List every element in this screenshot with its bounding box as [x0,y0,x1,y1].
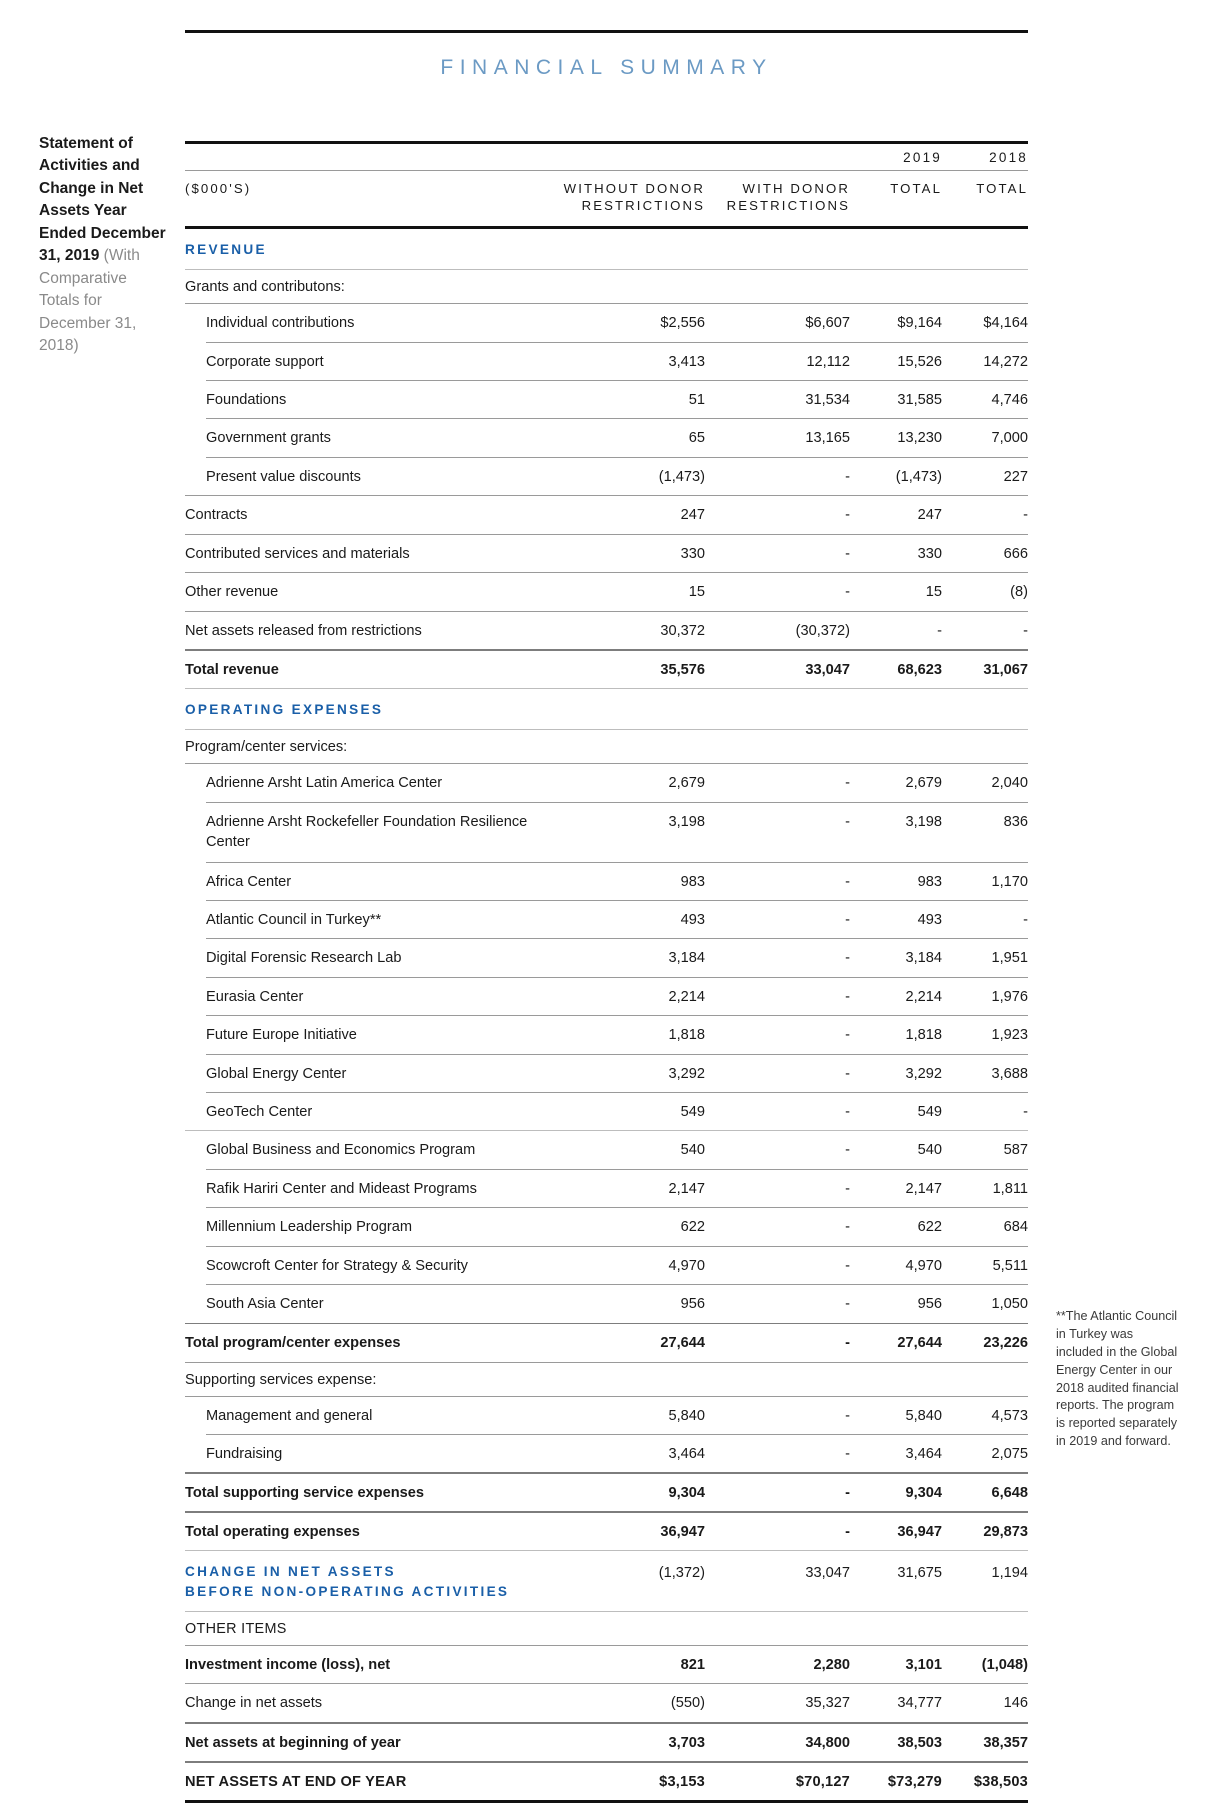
row-label: Adrienne Arsht Latin America Center [206,775,443,792]
row-value-total-2019: 4,970 [905,1257,942,1274]
col-header-without-donor-restrictions: WITHOUT DONOR RESTRICTIONS [563,181,705,214]
row-value-without: 3,703 [668,1734,705,1751]
row-value-total-2018: 587 [1003,1142,1028,1159]
row-value-total-2019: 31,675 [897,1565,942,1582]
row-value-without: 15 [688,584,705,601]
row-value-total-2018: $38,503 [973,1773,1028,1790]
row-value-with: 33,047 [805,1565,850,1582]
row-value-with: $6,607 [805,315,850,332]
row-value-without: 51 [688,391,705,408]
subheading-other-items [185,1612,1028,1645]
row-value-total-2018: 4,746 [991,391,1028,408]
operating-expenses-heading-label: OPERATING EXPENSES [185,701,384,717]
row-value-with: 2,280 [813,1657,850,1674]
row-value-total-2018: 6,648 [991,1485,1028,1502]
row-value-total-2019: 68,623 [897,661,942,678]
row-value-total-2019: 330 [917,545,942,562]
row-value-total-2019: $73,279 [887,1773,942,1790]
table-row [185,1208,1028,1245]
table-row [185,1247,1028,1284]
row-label: Net assets at beginning of year [185,1734,401,1751]
row-value-total-2019: 983 [917,873,942,890]
row-value-with: - [845,873,850,890]
column-header-row [185,171,1028,226]
table-row [185,863,1028,900]
statement-caption-strong: Statement of Activities and Change in Net Assets Year Ended December 31, 2019 [39,135,166,265]
row-value-total-2019: 2,679 [905,775,942,792]
row-value-total-2019: 247 [917,507,942,524]
table-row [185,1285,1028,1322]
row-value-without: 65 [688,430,705,447]
table-row [185,1016,1028,1053]
table-row-total-revenue [185,651,1028,688]
statement-of-activities-table [185,141,1028,1803]
program-subheading-label: Program/center services: [185,739,348,756]
row-value-without: 549 [680,1104,705,1121]
row-value-with: 33,047 [805,661,850,678]
row-value-without: 2,147 [668,1180,705,1197]
row-value-total-2018: 1,811 [992,1180,1028,1197]
col-header-total-2018: TOTAL [976,181,1028,196]
row-value-total-2018: - [1023,911,1028,928]
statement-table-wrap [185,141,1028,1803]
year-2019: 2019 [903,150,942,165]
row-value-total-2019: (1,473) [895,468,942,485]
row-value-total-2019: 3,464 [905,1446,942,1463]
row-value-with: - [845,1296,850,1313]
row-value-with: - [845,988,850,1005]
row-label: Global Business and Economics Program [206,1142,476,1159]
row-value-total-2018: 227 [1003,468,1028,485]
row-value-total-2018: 5,511 [992,1257,1028,1274]
row-value-without: 2,214 [668,988,705,1005]
row-value-with: - [845,1180,850,1197]
row-value-with: - [845,950,850,967]
table-row [185,496,1028,533]
row-value-total-2019: 34,777 [897,1695,942,1712]
row-value-without: 4,970 [668,1257,705,1274]
table-row [185,803,1028,862]
row-value-total-2018: 666 [1003,545,1028,562]
section-header-change-in-net-assets [185,1551,1028,1611]
row-value-total-2018: 4,573 [991,1407,1028,1424]
col-header-total-2019: TOTAL [890,181,942,196]
row-value-with: 35,327 [805,1695,850,1712]
row-value-with: - [845,1407,850,1424]
table-row [185,1093,1028,1130]
units-label: ($000'S) [185,181,252,196]
row-value-total-2019: 493 [917,911,942,928]
row-value-without: 540 [680,1142,705,1159]
row-value-total-2019: 1,818 [905,1027,942,1044]
row-value-total-2019: 5,840 [905,1407,942,1424]
table-row [185,1170,1028,1207]
row-value-total-2019: 13,230 [897,430,942,447]
row-value-with: - [845,1335,850,1352]
row-value-total-2018: 146 [1003,1695,1028,1712]
row-value-with: $70,127 [795,1773,850,1790]
row-value-with: - [845,1485,850,1502]
row-value-total-2018: 31,067 [983,661,1028,678]
row-value-with: - [845,1257,850,1274]
table-row-total-program-expenses [185,1324,1028,1361]
row-value-without: (550) [670,1695,705,1712]
row-value-without: 9,304 [668,1485,705,1502]
row-value-without: 983 [680,873,705,890]
row-value-without: 330 [680,545,705,562]
year-spacer-with [705,144,850,170]
row-value-with: - [845,507,850,524]
row-label: Other revenue [185,584,279,601]
table-row [185,419,1028,456]
subheading-grants [185,270,1028,303]
row-value-with: - [845,1446,850,1463]
grants-subheading-label: Grants and contributons: [185,279,345,296]
row-label: Investment income (loss), net [185,1657,391,1674]
row-value-total-2018: - [1023,1104,1028,1121]
table-row [185,304,1028,341]
row-label: Adrienne Arsht Rockefeller Foundation Resilience Center [206,813,528,851]
row-label: Global Energy Center [206,1065,347,1082]
row-value-total-2018: 29,873 [983,1524,1028,1541]
row-label: Atlantic Council in Turkey** [206,911,382,928]
table-row [185,764,1028,801]
row-value-total-2018: - [1023,507,1028,524]
col-header-with-donor-restrictions: WITH DONOR RESTRICTIONS [726,181,850,214]
row-value-with: 13,165 [805,430,850,447]
row-label: Total supporting service expenses [185,1485,424,1502]
row-value-total-2018: 7,000 [991,430,1028,447]
row-label: Corporate support [206,353,324,370]
row-value-without: $3,153 [659,1773,705,1790]
table-row [185,458,1028,495]
row-value-without: 821 [680,1657,705,1674]
row-label: Digital Forensic Research Lab [206,950,402,967]
row-label: Net assets released from restrictions [185,622,422,639]
row-value-without: 35,576 [660,661,705,678]
statement-caption-light: (With Comparative Totals for December 31, 2018) [39,247,140,355]
row-label: Present value discounts [206,468,361,485]
table-row [185,978,1028,1015]
row-value-total-2018: 2,075 [991,1446,1028,1463]
row-value-total-2018: 23,226 [983,1335,1028,1352]
turkey-footnote: **The Atlantic Council in Turkey was included in the Global Energy Center in our 2018 audited financial reports. The program is reported separately in 2019 and forward. [1056,1309,1179,1449]
row-value-total-2019: 27,644 [897,1335,942,1352]
title-band [185,30,1028,104]
row-value-total-2018: 1,923 [991,1027,1028,1044]
row-label: Total operating expenses [185,1524,360,1541]
row-value-total-2018: 3,688 [991,1065,1028,1082]
row-label: Total program/center expenses [185,1335,401,1352]
subheading-supporting-services [185,1363,1028,1396]
table-row-total-operating-expenses [185,1513,1028,1550]
row-label: Contributed services and materials [185,545,410,562]
year-header-row [185,144,1028,170]
row-value-total-2018: 1,976 [991,988,1028,1005]
row-value-total-2018: (8) [1010,584,1028,601]
row-value-total-2018: 38,357 [983,1734,1028,1751]
table-row [185,901,1028,938]
subheading-program-center-services [185,730,1028,763]
change-heading-line1: CHANGE IN NET ASSETS [185,1564,396,1580]
row-label: Fundraising [206,1446,283,1463]
row-label: Foundations [206,391,287,408]
change-heading-line2: BEFORE NON-OPERATING ACTIVITIES [185,1583,510,1599]
row-value-total-2019: - [937,622,942,639]
table-row [185,1397,1028,1434]
section-header-revenue [185,229,1028,269]
row-label: South Asia Center [206,1296,324,1313]
row-value-total-2018: 1,170 [991,873,1028,890]
row-value-without: 3,292 [668,1065,705,1082]
row-label: Scowcroft Center for Strategy & Security [206,1257,468,1274]
row-value-without: 5,840 [668,1407,705,1424]
year-2018: 2018 [989,150,1028,165]
row-value-total-2019: 622 [917,1219,942,1236]
table-row [185,535,1028,572]
row-value-without: (1,372) [658,1565,705,1582]
row-value-total-2018: (1,048) [981,1657,1028,1674]
revenue-heading-label: REVENUE [185,241,267,257]
row-label: Millennium Leadership Program [206,1219,413,1236]
row-value-total-2019: $9,164 [897,315,942,332]
table-row-total-supporting-expenses [185,1474,1028,1511]
row-value-with: (30,372) [795,622,850,639]
row-label: Future Europe Initiative [206,1027,357,1044]
table-row [185,939,1028,976]
row-label: Individual contributions [206,315,355,332]
row-label: Total revenue [185,661,279,678]
row-value-total-2018: - [1023,622,1028,639]
row-label: Contracts [185,507,248,524]
row-value-total-2018: 1,951 [991,950,1028,967]
row-value-with: - [845,775,850,792]
row-value-without: 493 [680,911,705,928]
table-row [185,612,1028,649]
supporting-subheading-label: Supporting services expense: [185,1371,377,1388]
table-row-investment-income [185,1646,1028,1683]
year-row-spacer [185,144,560,170]
row-value-without: 247 [680,507,705,524]
other-items-heading-label: OTHER ITEMS [185,1621,287,1638]
row-value-without: 3,464 [668,1446,705,1463]
row-value-total-2018: 1,194 [991,1565,1028,1582]
row-value-without: 3,198 [668,813,705,830]
row-value-total-2019: 38,503 [897,1734,942,1751]
statement-caption [39,133,167,358]
row-value-total-2018: 2,040 [991,775,1028,792]
row-value-total-2018: $4,164 [983,315,1028,332]
table-row-change-in-net-assets [185,1684,1028,1721]
row-value-with: - [845,1104,850,1121]
row-value-total-2019: 3,101 [905,1657,942,1674]
row-value-with: - [845,1027,850,1044]
row-label: Management and general [206,1407,373,1424]
row-value-with: 12,112 [806,353,850,370]
table-row [185,1131,1028,1168]
row-value-without: 2,679 [668,775,705,792]
table-row [185,381,1028,418]
row-value-total-2019: 540 [917,1142,942,1159]
row-value-without: 956 [680,1296,705,1313]
row-value-total-2018: 1,050 [991,1296,1028,1313]
table-row [185,1435,1028,1472]
row-value-without: 36,947 [660,1524,705,1541]
row-value-total-2019: 3,292 [905,1065,942,1082]
row-value-total-2019: 36,947 [897,1524,942,1541]
year-spacer-without [560,144,705,170]
row-value-with: - [845,911,850,928]
row-value-without: 622 [680,1219,705,1236]
row-value-with: - [845,1065,850,1082]
table-bottom-rule [185,1800,1028,1803]
table-row-net-assets-end-of-year [185,1763,1028,1800]
row-value-total-2018: 684 [1003,1219,1028,1236]
row-value-with: - [845,468,850,485]
section-header-operating-expenses [185,689,1028,729]
table-row [185,1055,1028,1092]
row-label: Eurasia Center [206,988,304,1005]
row-label: GeoTech Center [206,1104,313,1121]
change-heading-label [185,1551,560,1611]
row-value-with: - [845,1142,850,1159]
row-value-with: - [845,545,850,562]
row-value-without: $2,556 [660,315,705,332]
table-row-net-assets-beginning [185,1724,1028,1761]
row-label: NET ASSETS AT END OF YEAR [185,1773,407,1790]
row-label: Rafik Hariri Center and Mideast Programs [206,1180,477,1197]
row-value-total-2019: 2,147 [905,1180,942,1197]
page-title: FINANCIAL SUMMARY [440,56,773,79]
row-value-total-2018: 836 [1003,813,1028,830]
table-row [185,343,1028,380]
row-value-with: - [845,1219,850,1236]
row-value-with: - [845,813,850,830]
table-row [185,573,1028,610]
row-value-without: (1,473) [658,468,705,485]
row-value-total-2019: 31,585 [897,391,942,408]
row-value-without: 27,644 [660,1335,705,1352]
row-value-without: 3,413 [668,353,705,370]
row-value-without: 1,818 [668,1027,705,1044]
row-value-total-2019: 2,214 [905,988,942,1005]
row-value-total-2019: 3,184 [905,950,942,967]
row-value-with: 34,800 [805,1734,850,1751]
row-value-with: - [845,584,850,601]
row-value-without: 30,372 [660,622,705,639]
row-value-total-2019: 9,304 [905,1485,942,1502]
row-value-total-2019: 15,526 [897,353,942,370]
row-value-total-2018: 14,272 [983,353,1028,370]
row-value-total-2019: 549 [917,1104,942,1121]
row-value-without: 3,184 [668,950,705,967]
row-value-total-2019: 15 [925,584,942,601]
row-label: Change in net assets [185,1695,323,1712]
row-label: Africa Center [206,873,292,890]
row-value-total-2019: 956 [917,1296,942,1313]
row-value-with: 31,534 [805,391,850,408]
row-label: Government grants [206,430,331,447]
row-value-total-2019: 3,198 [905,813,942,830]
row-value-with: - [845,1524,850,1541]
